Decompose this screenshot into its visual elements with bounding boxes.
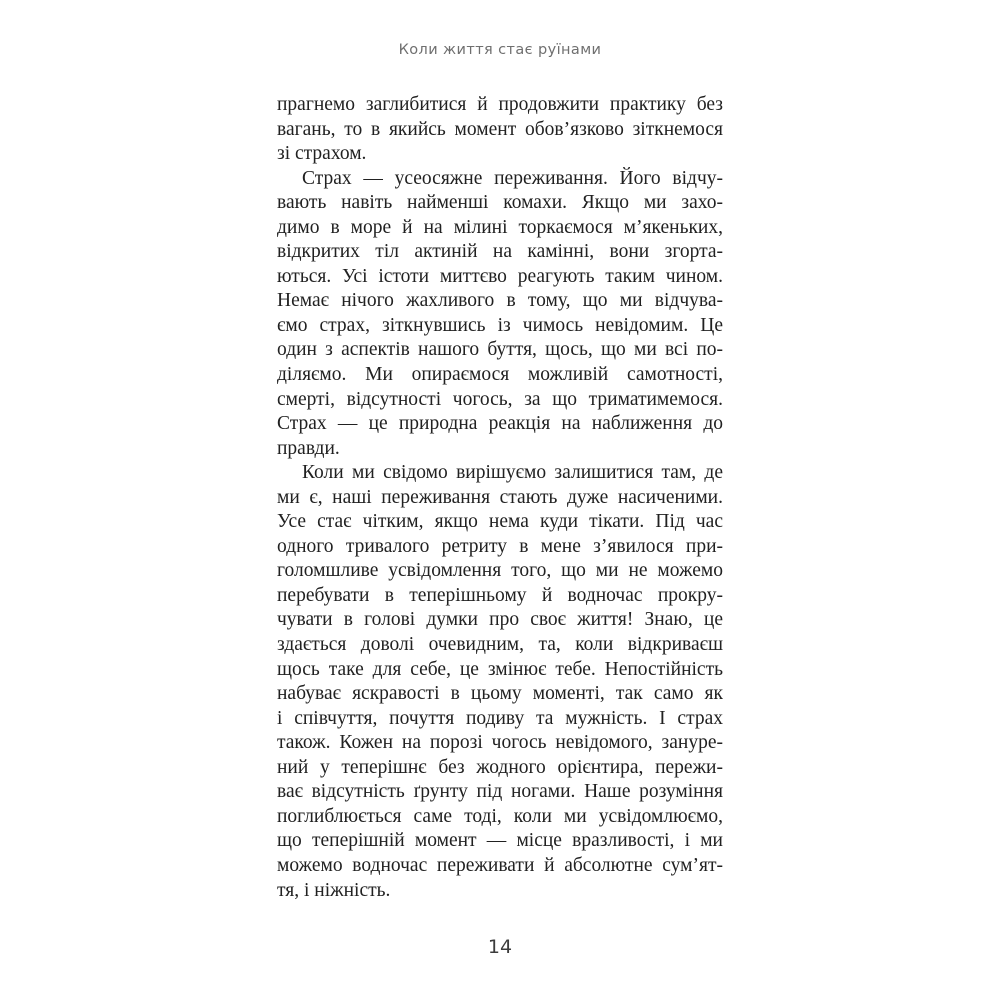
page-number: 14 — [487, 936, 513, 958]
text-line: Страх — усеосяжне переживання. Його відчу- — [302, 167, 723, 189]
text-line: прагнемо заглибитися й продовжити практику без — [277, 94, 723, 115]
text-line: можемо водночас переживати й абсолютне сум’ят- — [277, 854, 723, 876]
text-line: ває відсутність ґрунту під ногами. Наше розуміння — [277, 781, 723, 803]
text-line: Немає нічого жахливого в тому, що ми відчува- — [277, 290, 723, 312]
text-line: чувати в голові думки про своє життя! Знаю, це — [277, 609, 723, 631]
running-header: Коли життя стає руїнами — [398, 42, 602, 58]
text-line: одного тривалого ретриту в мене з’явилося при- — [277, 535, 723, 557]
text-line: тя, і ніжність. — [277, 879, 391, 901]
text-line: Коли ми свідомо вирішуємо залишитися там, де — [302, 462, 723, 484]
text-line: ються. Усі істоти миттєво реагують таким чином. — [277, 265, 723, 287]
text-line: і співчуття, почуття подиву та мужність. І страх — [277, 707, 723, 729]
text-line: Усе стає чітким, якщо нема куди тікати. Під час — [277, 511, 723, 533]
text-line: перебувати в теперішньому й водночас прокру- — [277, 584, 723, 606]
text-line: вагань, то в якийсь момент обов’язково зіткнемося — [277, 118, 723, 140]
text-line: зі страхом. — [277, 143, 367, 165]
text-line: ємо страх, зіткнувшись із чимось невідомим. Це — [277, 314, 723, 336]
text-line: Страх — це природна реакція на наближення до — [277, 413, 723, 435]
text-line: ний у теперішнє без жодного орієнтира, пережи- — [277, 756, 723, 778]
text-line: що теперішній момент — місце вразливості, і ми — [277, 830, 723, 852]
text-line: димо в море й на мілині торкаємося м’якеньких, — [277, 216, 723, 238]
text-line: поглиблюється саме тоді, коли ми усвідомлюємо, — [277, 805, 723, 827]
body-text-block — [277, 93, 723, 903]
text-line: також. Кожен на порозі чогось невідомого, зануре- — [277, 732, 723, 754]
text-line: ми є, наші переживання стають дуже насиченими. — [277, 486, 723, 508]
text-line: вають навіть найменші комахи. Якщо ми захо- — [277, 192, 723, 214]
text-line: здається доволі очевидним, та, коли відкриваєш — [277, 634, 723, 656]
text-line: щось таке для себе, це змінює тебе. Непостійність — [277, 658, 723, 680]
text-line: набуває яскравості в цьому моменті, так само як — [277, 683, 723, 705]
text-line: один з аспектів нашого буття, щось, що ми всі по- — [277, 339, 723, 361]
text-line: голомшливе усвідомлення того, що ми не можемо — [277, 560, 723, 582]
text-line: смерті, відсутності чогось, за що триматимемося. — [277, 388, 723, 410]
text-line: правди. — [277, 437, 340, 459]
text-line: діляємо. Ми опираємося можливій самотності, — [277, 364, 723, 386]
text-line: відкритих тіл актиній на камінні, вони згорта- — [277, 241, 723, 263]
